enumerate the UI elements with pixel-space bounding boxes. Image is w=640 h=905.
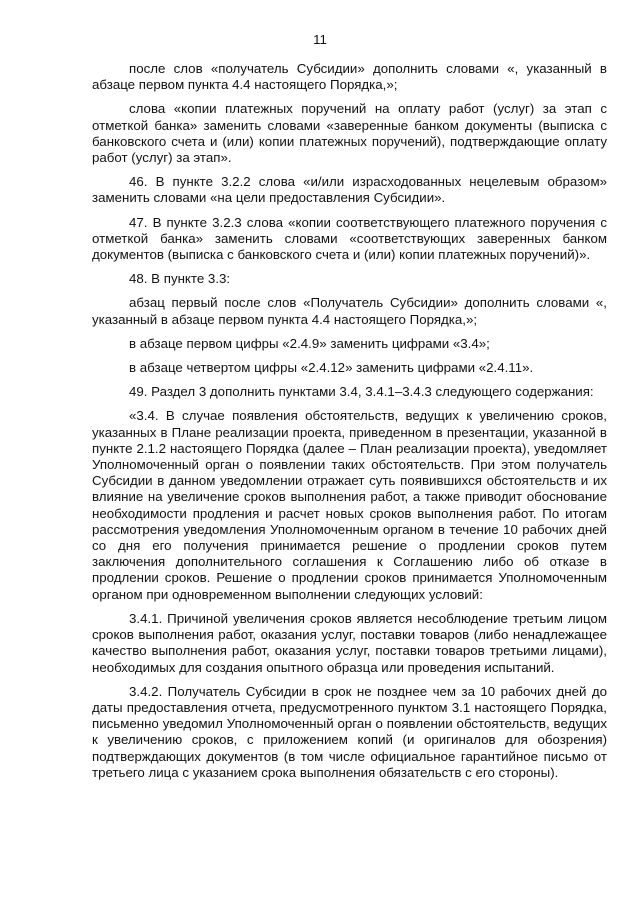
paragraph-recipient-wording: после слов «получатель Субсидии» дополнить словами «, указанный в абзаце первом пункта 4.4 настоящего Порядка,»; [92, 61, 607, 93]
paragraph-item-48-first-abzac: абзац первый после слов «Получатель Субсидии» дополнить словами «, указанный в абзаце первом пункта 4.4 настоящего Порядка,»; [92, 295, 607, 327]
paragraph-item-47: 47. В пункте 3.2.3 слова «копии соответствующего платежного поручения с отметкой банка» заменить словами «соответствующих заверенных банком документов (выписка с банковского счета и (или) копии платежных поручений)». [92, 214, 607, 263]
paragraph-item-48-digits-fourth: в абзаце четвертом цифры «2.4.12» заменить цифрами «2.4.11». [129, 360, 534, 376]
paragraph-clause-3-4-2: 3.4.2. Получатель Субсидии в срок не позднее чем за 10 рабочих дней до даты предоставления отчета, предусмотренного пунктом 3.1 настоящего Порядка, письменно уведомил Уполномоченный орган о появлении обстоятельств, ведущих к увеличению сроков, с приложением копий (и оригиналов для обозрения) подтверждающих документов (в том числе официальное гарантийное письмо от третьего лица с указанием срока выполнения обязательств с его стороны). [92, 683, 607, 780]
paragraph-payment-orders: слова «копии платежных поручений на оплату работ (услуг) за этап с отметкой банка» заменить словами «заверенные банком документы (выписка с банковского счета и (или) копии платежных поручений), подтверждающие оплату работ (услуг) за этап». [92, 101, 607, 166]
paragraph-item-49: 49. Раздел 3 дополнить пунктами 3.4, 3.4.1–3.4.3 следующего содержания: [129, 384, 594, 400]
paragraph-item-48: 48. В пункте 3.3: [129, 271, 231, 287]
page-number: 11 [313, 32, 327, 47]
paragraph-item-48-digits-first: в абзаце первом цифры «2.4.9» заменить цифрами «3.4»; [129, 335, 490, 351]
paragraph-clause-3-4-1: 3.4.1. Причиной увеличения сроков является несоблюдение третьим лицом сроков выполнения работ, оказания услуг, поставки товаров (либо ненадлежащее качество выполнения работ, оказания услуг, поставки товаров третьими лицами), необходимых для создания опытного образца или проведения испытаний. [92, 610, 607, 675]
paragraph-clause-3-4: «3.4. В случае появления обстоятельств, ведущих к увеличению сроков, указанных в Плане реализации проекта, приведенном в презентации, указанной в пункте 2.1.2 настоящего Порядка (далее – План реализации проекта), уведомляет Уполномоченный орган о появлении таких обстоятельств. При этом получатель Субсидии в данном уведомлении отражает суть появившихся обстоятельств и их влияние на увеличение сроков выполнения работ, а также приводит обоснование необходимости продления и расчет новых сроков выполнения работ. По итогам рассмотрения уведомления Уполномоченным органом в течение 10 рабочих дней со дня его получения принимается решение о продлении сроков путем заключения дополнительного соглашения к Соглашению либо об отказе в продлении сроков. Решение о продлении сроков принимается Уполномоченным органом при одновременном выполнении следующих условий: [92, 408, 607, 602]
document-body [92, 61, 607, 789]
paragraph-item-46: 46. В пункте 3.2.2 слова «и/или израсходованных нецелевым образом» заменить словами «на цели предоставления Субсидии». [92, 174, 607, 206]
